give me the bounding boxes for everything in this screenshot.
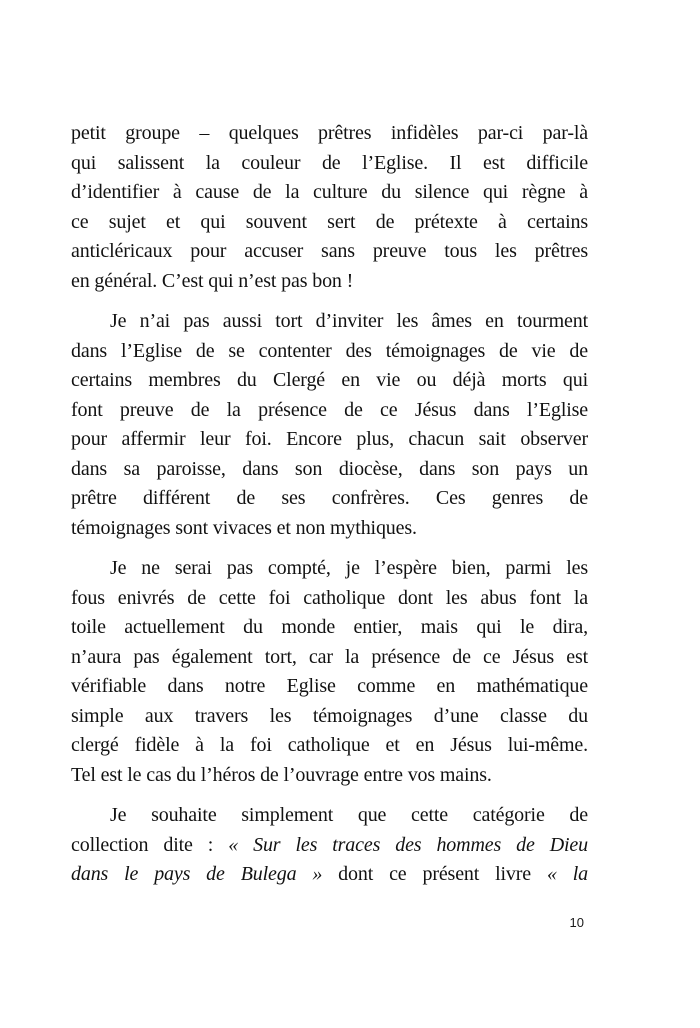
text-line (71, 237, 588, 267)
text-line (71, 484, 588, 514)
text-line (71, 860, 588, 890)
text-segment: dans l’Eglise de se contenter des témoignages de vie de (71, 339, 588, 362)
text-segment: anticléricaux pour accuser sans preuve tous les prêtres (71, 240, 588, 262)
text-line (71, 514, 588, 544)
text-segment: ce sujet et qui souvent sert de prétexte à certains (71, 210, 588, 233)
text-line (71, 801, 588, 831)
page-number: 10 (569, 915, 584, 930)
text-line (71, 337, 588, 367)
text-segment: dans sa paroisse, dans son diocèse, dans son pays un (71, 457, 588, 480)
text-line (71, 831, 588, 861)
text-line (71, 307, 588, 337)
text-line (71, 366, 588, 396)
paragraph (71, 554, 588, 790)
text-line (71, 584, 588, 614)
paragraph (71, 307, 588, 543)
text-segment: petit groupe – quelques prêtres infidèles par-ci par-là (71, 122, 588, 144)
text-line (71, 267, 588, 297)
text-segment: collection dite : (71, 833, 229, 856)
text-segment: fous enivrés de cette foi catholique dont les abus font la (71, 586, 588, 609)
text-segment: d’identifier à cause de la culture du silence qui règne à (71, 181, 588, 203)
text-segment: vérifiable dans notre Eglise comme en mathématique (71, 675, 588, 697)
text-segment: n’aura pas également tort, car la présence de ce Jésus est (71, 645, 588, 668)
italic-text-segment: « Sur les traces des hommes de Dieu (228, 833, 588, 856)
text-segment: Je ne serai pas compté, je l’espère bien, parmi les (110, 557, 588, 579)
text-line (71, 672, 588, 702)
text-segment: pour affermir leur foi. Encore plus, chacun sait observer (71, 428, 588, 450)
text-segment: certains membres du Clergé en vie ou déjà morts qui (71, 369, 588, 391)
text-line (71, 702, 588, 732)
italic-text-segment: « la (546, 863, 588, 885)
text-line (71, 178, 588, 208)
text-line (71, 425, 588, 455)
text-block (71, 119, 588, 901)
text-segment: font preuve de la présence de ce Jésus dans l’Eglise (71, 398, 588, 421)
text-segment: qui salissent la couleur de l’Eglise. Il est difficile (71, 151, 588, 174)
text-segment: Je souhaite simplement que cette catégorie de (110, 804, 588, 826)
text-line (71, 643, 588, 673)
text-segment: Tel est le cas du l’héros de l’ouvrage entre vos mains. (71, 763, 492, 786)
text-line (71, 149, 588, 179)
text-line (71, 554, 588, 584)
italic-text-segment: dans le pays de Bulega » (71, 863, 323, 885)
text-line (71, 761, 588, 791)
text-segment: en général. C’est qui n’est pas bon ! (71, 269, 354, 292)
text-segment: témoignages sont vivaces et non mythiques. (71, 516, 417, 539)
text-line (71, 119, 588, 149)
text-segment: simple aux travers les témoignages d’une classe du (71, 704, 588, 727)
paragraph (71, 801, 588, 890)
text-segment: dont ce présent livre (322, 863, 547, 885)
text-segment: clergé fidèle à la foi catholique et en Jésus lui-même. (71, 734, 588, 756)
text-line (71, 396, 588, 426)
text-line (71, 455, 588, 485)
paragraph (71, 119, 588, 296)
text-segment: Je n’ai pas aussi tort d’inviter les âmes en tourment (110, 310, 588, 332)
text-line (71, 731, 588, 761)
text-line (71, 208, 588, 238)
text-segment: toile actuellement du monde entier, mais qui le dira, (71, 616, 588, 638)
text-line (71, 613, 588, 643)
text-segment: prêtre différent de ses confrères. Ces genres de (71, 487, 588, 509)
